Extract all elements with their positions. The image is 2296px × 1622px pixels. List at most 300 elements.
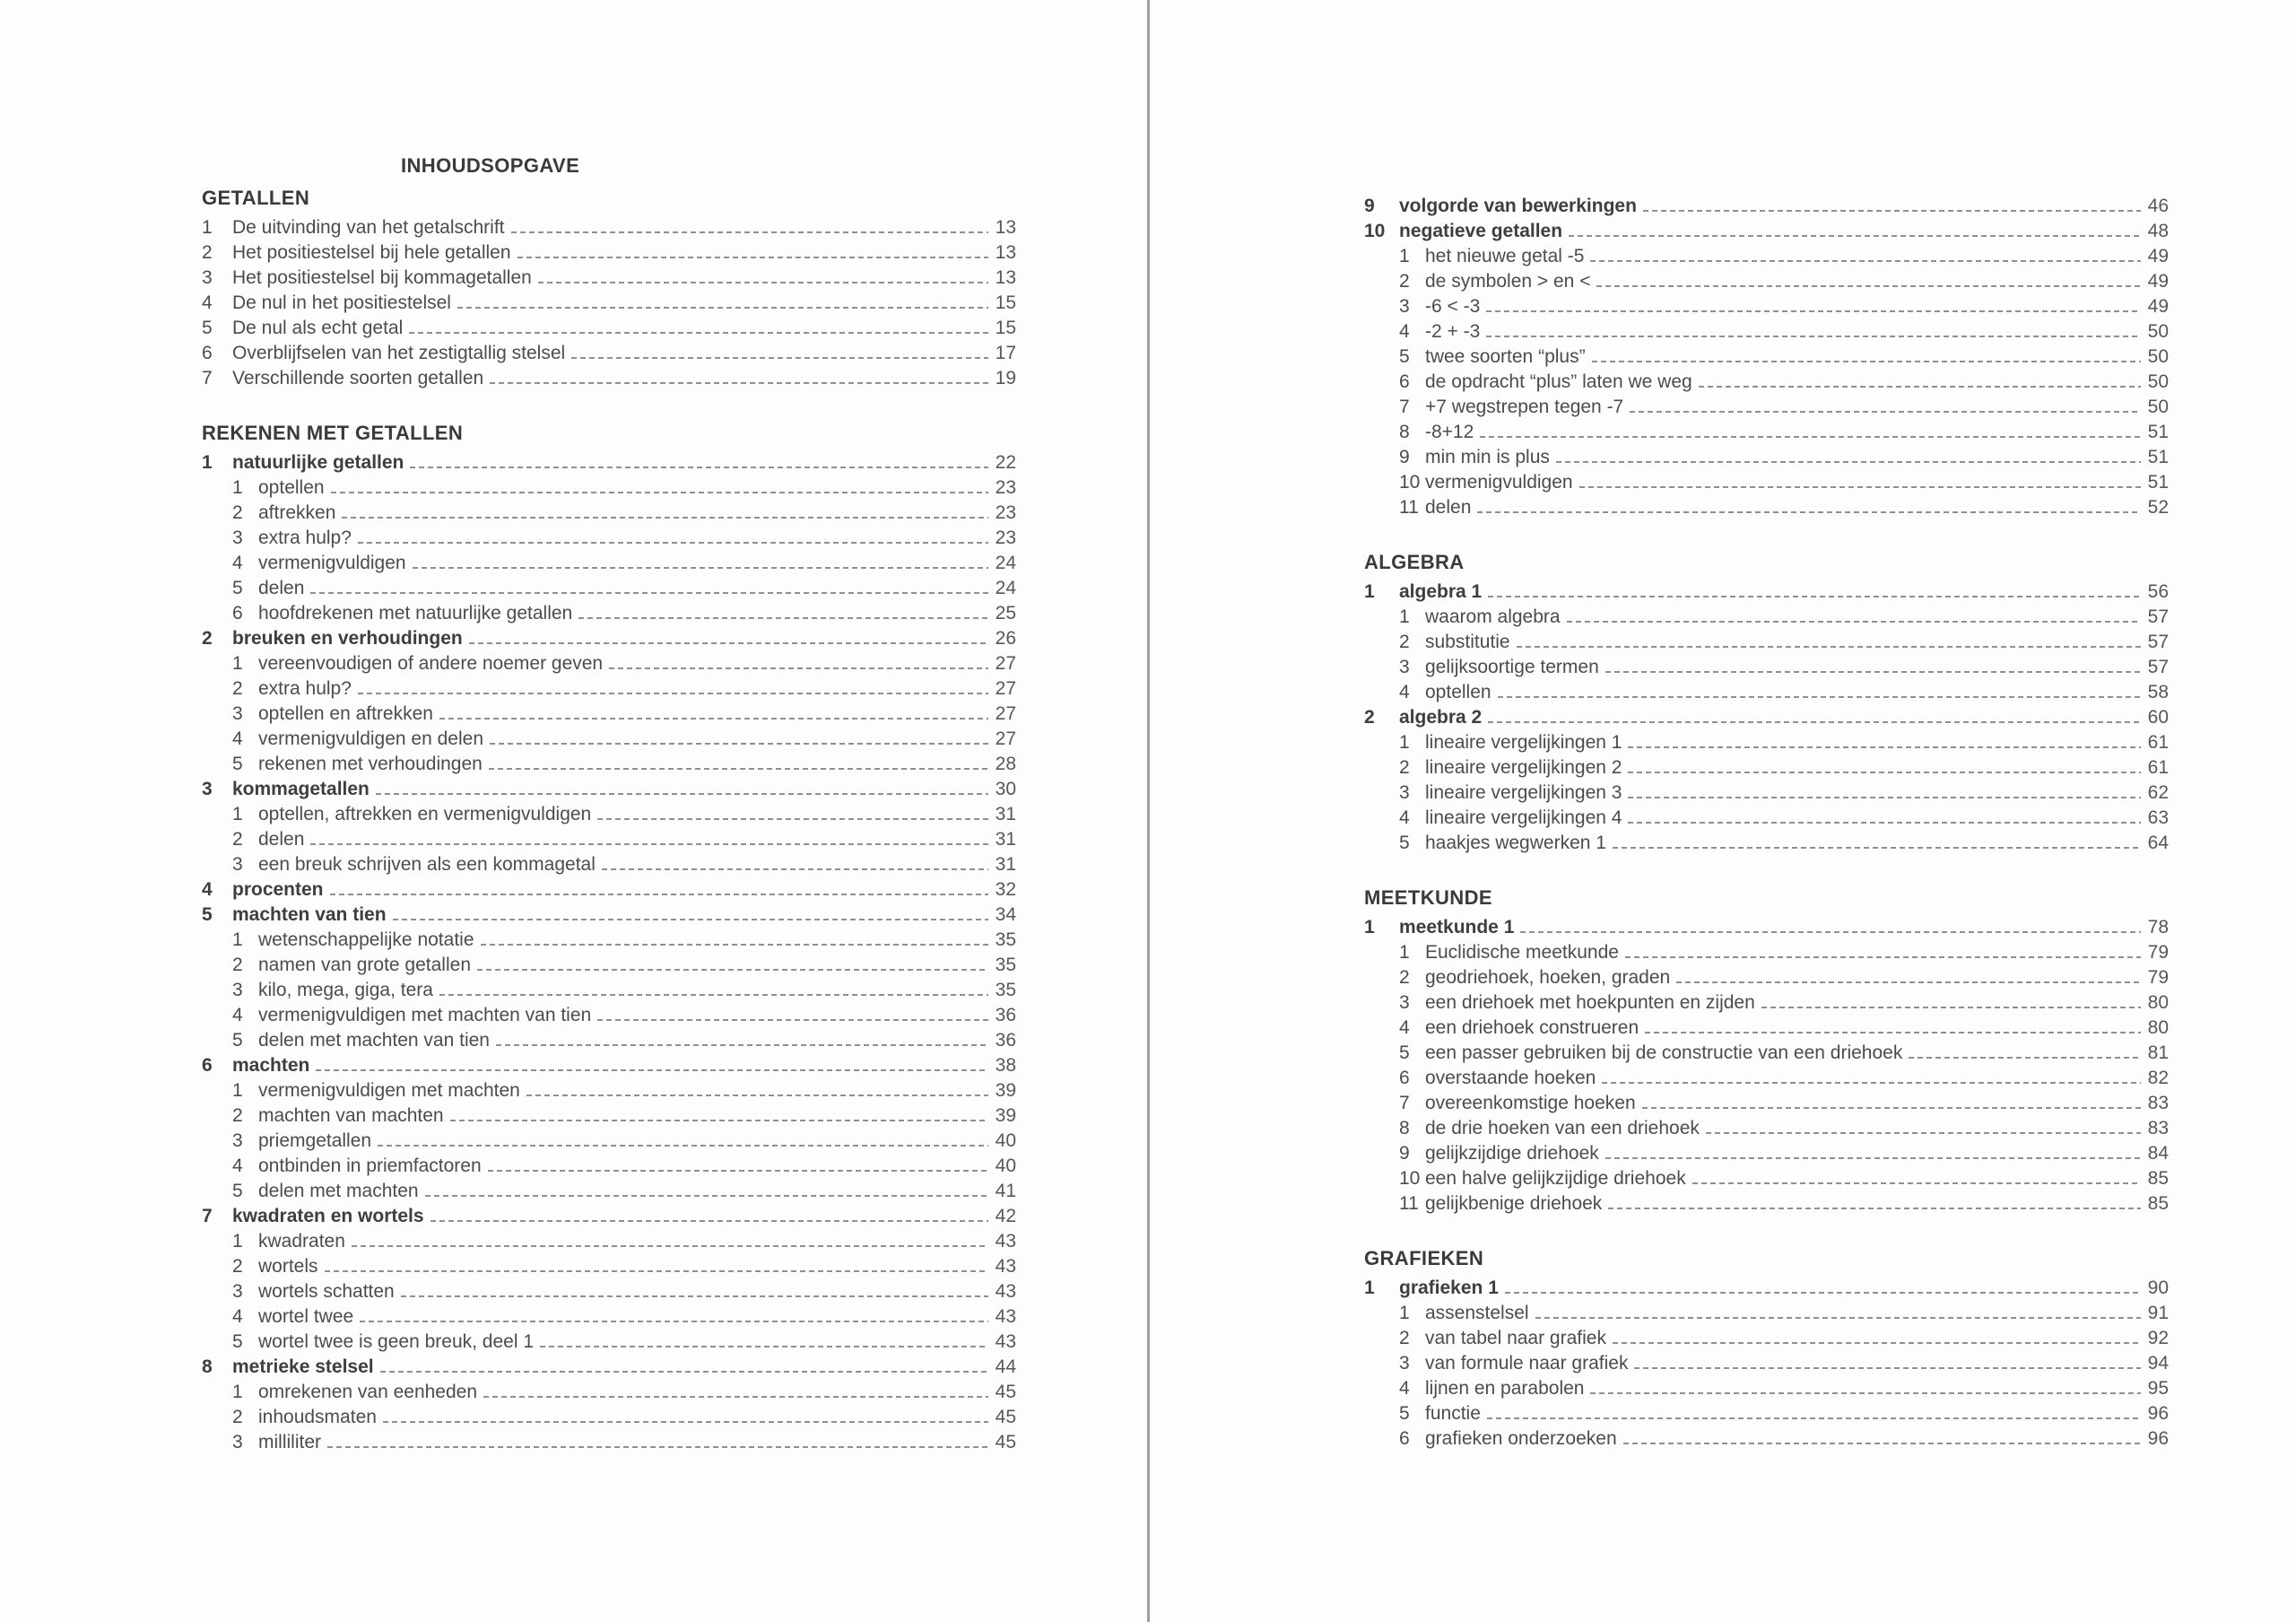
toc-entry <box>202 215 1016 240</box>
entry-label: twee soorten “plus” <box>1425 346 1586 367</box>
dashed-leader <box>477 969 988 971</box>
toc-subentry <box>1364 1326 2169 1351</box>
entry-page-number: 43 <box>995 1306 1016 1327</box>
entry-label: Euclidische meetkunde <box>1425 942 1619 963</box>
entry-page-number: 92 <box>2147 1328 2169 1348</box>
dashed-leader <box>425 1195 988 1197</box>
subentry-number: 8 <box>1399 422 1410 442</box>
entry-label: een breuk schrijven als een kommagetal <box>258 854 596 875</box>
dashed-leader <box>1630 411 2141 413</box>
dashed-leader <box>393 919 988 920</box>
subentry-number: 6 <box>1399 371 1410 392</box>
dashed-leader <box>360 1321 988 1322</box>
toc-subentry <box>202 727 1016 752</box>
entry-label: De nul in het positiestelsel <box>232 292 451 313</box>
dashed-leader <box>571 357 988 359</box>
entry-page-number: 81 <box>2147 1042 2169 1063</box>
entry-page-number: 61 <box>2147 757 2169 778</box>
toc-subentry <box>1364 730 2169 755</box>
subentry-number: 4 <box>1399 1017 1410 1038</box>
entry-number: 6 <box>202 343 213 363</box>
subentry-number: 10 <box>1399 472 1421 493</box>
dashed-leader <box>1488 721 2141 723</box>
toc-entry <box>202 877 1016 903</box>
entry-label: De uitvinding van het getalschrift <box>232 217 505 238</box>
subentry-number: 2 <box>1399 271 1410 292</box>
subentry-number: 4 <box>232 1155 243 1176</box>
entry-page-number: 40 <box>995 1130 1016 1151</box>
toc-subentry <box>202 475 1016 501</box>
entry-page-number: 83 <box>2147 1093 2169 1113</box>
subentry-number: 1 <box>232 477 243 498</box>
entry-page-number: 94 <box>2147 1353 2169 1373</box>
entry-number: 2 <box>202 242 213 263</box>
toc-subentry <box>202 1380 1016 1405</box>
dashed-leader <box>489 768 988 770</box>
dashed-leader <box>490 743 988 745</box>
entry-page-number: 50 <box>2147 397 2169 417</box>
toc-entry <box>202 450 1016 475</box>
entry-page-number: 26 <box>995 628 1016 649</box>
dashed-leader <box>490 382 988 384</box>
subentry-number: 4 <box>232 1306 243 1327</box>
dashed-leader <box>450 1120 988 1121</box>
entry-label: grafieken 1 <box>1399 1278 1499 1298</box>
entry-label: meetkunde 1 <box>1399 917 1515 937</box>
subentry-number: 6 <box>232 603 243 624</box>
entry-label: lineaire vergelijkingen 2 <box>1425 757 1622 778</box>
dashed-leader <box>1628 797 2141 798</box>
subentry-number: 3 <box>1399 296 1410 317</box>
entry-label: overstaande hoeken <box>1425 1068 1596 1088</box>
entry-number: 3 <box>202 267 213 288</box>
entry-label: algebra 2 <box>1399 707 1483 728</box>
subentry-number: 4 <box>232 1005 243 1025</box>
subentry-number: 5 <box>1399 833 1410 853</box>
dashed-leader <box>1498 696 2141 698</box>
entry-page-number: 44 <box>995 1356 1016 1377</box>
entry-label: namen van grote getallen <box>258 955 471 975</box>
entry-page-number: 27 <box>995 703 1016 724</box>
entry-page-number: 15 <box>995 318 1016 338</box>
dashed-leader <box>310 843 988 845</box>
entry-label: negatieve getallen <box>1399 221 1563 241</box>
entry-page-number: 58 <box>2147 682 2169 702</box>
toc-subentry <box>1364 1191 2169 1216</box>
toc-subentry <box>202 702 1016 727</box>
dashed-leader <box>1699 386 2141 388</box>
toc-entry <box>202 1204 1016 1229</box>
entry-label: De nul als echt getal <box>232 318 404 338</box>
entry-page-number: 50 <box>2147 346 2169 367</box>
entry-page-number: 64 <box>2147 833 2169 853</box>
entry-page-number: 39 <box>995 1105 1016 1126</box>
toc-section-meetkunde <box>1364 883 2169 1216</box>
entry-number: 1 <box>1364 1278 1375 1298</box>
entry-number: 5 <box>202 904 213 925</box>
entry-label: volgorde van bewerkingen <box>1399 196 1637 216</box>
toc-subentry <box>202 1229 1016 1254</box>
dashed-leader <box>483 1396 988 1398</box>
toc-subentry <box>202 526 1016 551</box>
subentry-number: 1 <box>232 1080 243 1101</box>
entry-label: aftrekken <box>258 502 336 523</box>
entry-page-number: 31 <box>995 854 1016 875</box>
toc-sections-left <box>202 183 1016 1455</box>
toc-subentry <box>202 551 1016 576</box>
dashed-leader <box>1628 822 2141 824</box>
toc-subentry <box>1364 990 2169 1016</box>
dashed-leader <box>540 1346 988 1347</box>
page-divider <box>1147 0 1150 1622</box>
subentry-number: 5 <box>232 1331 243 1352</box>
toc-subentry <box>202 1304 1016 1330</box>
entry-label: grafieken onderzoeken <box>1425 1428 1617 1449</box>
toc-subentry <box>1364 370 2169 395</box>
dashed-leader <box>1480 436 2141 438</box>
toc-entry <box>202 291 1016 316</box>
entry-label: procenten <box>232 879 324 900</box>
dashed-leader <box>439 718 988 719</box>
dashed-leader <box>1602 1082 2141 1084</box>
entry-label: lijnen en parabolen <box>1425 1378 1585 1399</box>
toc-entry <box>1364 194 2169 219</box>
entry-label: vereenvoudigen of andere noemer geven <box>258 653 604 674</box>
dashed-leader <box>1613 847 2141 849</box>
subentry-number: 1 <box>232 1231 243 1251</box>
entry-label: +7 wegstrepen tegen -7 <box>1425 397 1624 417</box>
entry-label: algebra 1 <box>1399 581 1483 602</box>
entry-label: lineaire vergelijkingen 4 <box>1425 807 1622 828</box>
entry-label: wetenschappelijke notatie <box>258 929 474 950</box>
dashed-leader <box>1517 646 2141 648</box>
subentry-number: 1 <box>1399 732 1410 753</box>
toc-subentry <box>1364 1016 2169 1041</box>
entry-page-number: 61 <box>2147 732 2169 753</box>
subentry-number: 8 <box>1399 1118 1410 1138</box>
entry-label: gelijksoortige termen <box>1425 657 1599 677</box>
entry-label: delen <box>258 829 305 850</box>
toc-page-right <box>1364 194 2169 1452</box>
toc-subentry <box>202 676 1016 702</box>
entry-page-number: 79 <box>2147 967 2169 988</box>
entry-label: delen met machten <box>258 1181 419 1201</box>
dashed-leader <box>1590 260 2141 262</box>
toc-subentry <box>1364 1066 2169 1091</box>
entry-page-number: 57 <box>2147 632 2169 652</box>
subentry-number: 5 <box>232 1030 243 1051</box>
dashed-leader <box>481 944 989 946</box>
entry-label: optellen, aftrekken en vermenigvuldigen <box>258 804 592 824</box>
toc-subentry <box>202 1254 1016 1279</box>
dashed-leader <box>1634 1367 2141 1369</box>
subentry-number: 2 <box>232 829 243 850</box>
entry-number: 5 <box>202 318 213 338</box>
toc-subentry <box>1364 755 2169 780</box>
entry-page-number: 24 <box>995 578 1016 598</box>
subentry-number: 2 <box>232 955 243 975</box>
entry-number: 1 <box>202 217 213 238</box>
entry-label: de symbolen > en < <box>1425 271 1591 292</box>
toc-entry <box>1364 219 2169 244</box>
section-heading: GETALLEN <box>202 187 310 209</box>
subentry-number: 4 <box>1399 807 1410 828</box>
entry-page-number: 27 <box>995 728 1016 749</box>
entry-page-number: 43 <box>995 1281 1016 1302</box>
subentry-number: 2 <box>1399 757 1410 778</box>
entry-label: machten van machten <box>258 1105 444 1126</box>
toc-subentry <box>1364 244 2169 269</box>
toc-subentry <box>1364 420 2169 445</box>
entry-label: rekenen met verhoudingen <box>258 754 483 774</box>
subentry-number: 4 <box>232 728 243 749</box>
toc-entry <box>202 777 1016 802</box>
entry-label: -6 < -3 <box>1425 296 1481 317</box>
subentry-number: 2 <box>232 678 243 699</box>
entry-label: extra hulp? <box>258 528 352 548</box>
entry-page-number: 51 <box>2147 422 2169 442</box>
subentry-number: 4 <box>1399 682 1410 702</box>
toc-subentry <box>1364 495 2169 520</box>
toc-entry <box>202 1053 1016 1078</box>
entry-label: inhoudsmaten <box>258 1407 377 1427</box>
entry-number: 1 <box>1364 581 1375 602</box>
toc-subentry <box>202 1405 1016 1430</box>
dashed-leader <box>538 282 988 283</box>
entry-page-number: 32 <box>995 879 1016 900</box>
entry-label: wortels <box>258 1256 318 1277</box>
dashed-leader <box>469 642 988 644</box>
entry-page-number: 35 <box>995 955 1016 975</box>
dashed-leader <box>331 492 988 493</box>
entry-page-number: 28 <box>995 754 1016 774</box>
dashed-leader <box>1535 1317 2141 1319</box>
entry-number: 4 <box>202 879 213 900</box>
toc-subentry <box>1364 1376 2169 1401</box>
entry-page-number: 23 <box>995 528 1016 548</box>
toc-subentry <box>1364 1351 2169 1376</box>
entry-number: 2 <box>202 628 213 649</box>
subentry-number: 3 <box>232 1432 243 1452</box>
toc-subentry <box>202 1179 1016 1204</box>
entry-page-number: 27 <box>995 678 1016 699</box>
toc-subentry <box>1364 294 2169 319</box>
toc-subentry <box>1364 655 2169 680</box>
entry-label: Het positiestelsel bij hele getallen <box>232 242 511 263</box>
dashed-leader <box>1486 336 2141 337</box>
entry-label: natuurlijke getallen <box>232 452 404 473</box>
entry-page-number: 19 <box>995 368 1016 388</box>
entry-label: milliliter <box>258 1432 321 1452</box>
subentry-number: 5 <box>1399 1403 1410 1424</box>
dashed-leader <box>517 257 988 258</box>
dashed-leader <box>383 1421 988 1423</box>
dashed-leader <box>1605 1157 2141 1159</box>
entry-label: vermenigvuldigen met machten <box>258 1080 520 1101</box>
toc-subentry <box>202 1003 1016 1028</box>
entry-page-number: 41 <box>995 1181 1016 1201</box>
entry-page-number: 13 <box>995 267 1016 288</box>
entry-page-number: 51 <box>2147 472 2169 493</box>
toc-subentry <box>1364 1091 2169 1116</box>
dashed-leader <box>1487 1417 2141 1419</box>
toc-entry <box>202 1355 1016 1380</box>
entry-label: machten van tien <box>232 904 387 925</box>
entry-page-number: 49 <box>2147 271 2169 292</box>
entry-page-number: 31 <box>995 804 1016 824</box>
entry-page-number: 39 <box>995 1080 1016 1101</box>
toc-subentry <box>1364 965 2169 990</box>
entry-page-number: 60 <box>2147 707 2169 728</box>
entry-label: Het positiestelsel bij kommagetallen <box>232 267 532 288</box>
toc-subentry <box>202 1103 1016 1129</box>
subentry-number: 1 <box>1399 1303 1410 1323</box>
entry-label: substitutie <box>1425 632 1510 652</box>
toc-subentry <box>202 852 1016 877</box>
toc-subentry <box>1364 605 2169 630</box>
dashed-leader <box>609 667 988 669</box>
dashed-leader <box>496 1044 988 1046</box>
entry-page-number: 36 <box>995 1005 1016 1025</box>
entry-number: 8 <box>202 1356 213 1377</box>
dashed-leader <box>597 818 988 820</box>
dashed-leader <box>330 894 988 895</box>
dashed-leader <box>1645 1032 2141 1033</box>
subentry-number: 2 <box>232 1407 243 1427</box>
subentry-number: 2 <box>232 502 243 523</box>
dashed-leader <box>1613 1342 2141 1344</box>
toc-subentry <box>1364 269 2169 294</box>
entry-page-number: 31 <box>995 829 1016 850</box>
subentry-number: 3 <box>232 854 243 875</box>
dashed-leader <box>1642 1107 2141 1109</box>
dashed-leader <box>1628 772 2141 773</box>
entry-page-number: 85 <box>2147 1193 2169 1214</box>
dashed-leader <box>409 332 988 334</box>
entry-page-number: 15 <box>995 292 1016 313</box>
entry-label: vermenigvuldigen <box>258 553 406 573</box>
entry-page-number: 13 <box>995 242 1016 263</box>
dashed-leader <box>1605 671 2141 673</box>
toc-subentry <box>202 1078 1016 1103</box>
entry-page-number: 51 <box>2147 447 2169 467</box>
dashed-leader <box>1909 1057 2141 1059</box>
dashed-leader <box>1579 486 2141 488</box>
dashed-leader <box>380 1371 988 1373</box>
dashed-leader <box>457 307 988 309</box>
entry-label: optellen en aftrekken <box>258 703 433 724</box>
entry-page-number: 43 <box>995 1256 1016 1277</box>
entry-label: wortel twee is geen breuk, deel 1 <box>258 1331 535 1352</box>
toc-subentry <box>202 827 1016 852</box>
dashed-leader <box>1596 285 2141 287</box>
toc-section-rekenen-met-getallen <box>202 418 1016 1455</box>
subentry-number: 3 <box>1399 657 1410 677</box>
subentry-number: 3 <box>1399 992 1410 1013</box>
entry-label: kwadraten en wortels <box>232 1206 424 1226</box>
dashed-leader <box>1676 981 2141 983</box>
entry-page-number: 22 <box>995 452 1016 473</box>
subentry-number: 5 <box>232 578 243 598</box>
subentry-number: 1 <box>1399 606 1410 627</box>
section-heading: MEETKUNDE <box>1364 886 1492 909</box>
entry-page-number: 45 <box>995 1407 1016 1427</box>
entry-page-number: 43 <box>995 1331 1016 1352</box>
entry-number: 1 <box>1364 917 1375 937</box>
subentry-number: 5 <box>1399 346 1410 367</box>
dashed-leader <box>376 793 988 795</box>
entry-page-number: 57 <box>2147 657 2169 677</box>
entry-label: een driehoek met hoekpunten en zijden <box>1425 992 1755 1013</box>
toc-subentry <box>202 1154 1016 1179</box>
entry-page-number: 78 <box>2147 917 2169 937</box>
entry-label: van tabel naar grafiek <box>1425 1328 1606 1348</box>
subentry-number: 3 <box>232 703 243 724</box>
entry-label: overeenkomstige hoeken <box>1425 1093 1636 1113</box>
dashed-leader <box>1556 461 2141 463</box>
toc-subentry <box>202 953 1016 978</box>
entry-label: kommagetallen <box>232 779 370 799</box>
entry-label: wortel twee <box>258 1306 354 1327</box>
entry-label: priemgetallen <box>258 1130 372 1151</box>
entry-label: vermenigvuldigen en delen <box>258 728 484 749</box>
dashed-leader <box>1608 1208 2141 1209</box>
toc-subentry <box>1364 806 2169 831</box>
subentry-number: 5 <box>1399 1042 1410 1063</box>
subentry-number: 4 <box>1399 1378 1410 1399</box>
entry-label: optellen <box>258 477 325 498</box>
subentry-number: 2 <box>232 1105 243 1126</box>
subentry-number: 1 <box>232 1382 243 1402</box>
entry-number: 7 <box>202 368 213 388</box>
entry-label: omrekenen van eenheden <box>258 1382 478 1402</box>
toc-subentry <box>1364 344 2169 370</box>
section-heading: GRAFIEKEN <box>1364 1247 1484 1269</box>
entry-page-number: 24 <box>995 553 1016 573</box>
entry-number: 7 <box>202 1206 213 1226</box>
entry-page-number: 83 <box>2147 1118 2169 1138</box>
page-title: INHOUDSOPGAVE <box>401 154 580 177</box>
dashed-leader <box>578 617 988 619</box>
dashed-leader <box>413 567 988 569</box>
dashed-leader <box>1569 235 2141 237</box>
dashed-leader <box>358 693 988 694</box>
entry-page-number: 30 <box>995 779 1016 799</box>
entry-page-number: 46 <box>2147 196 2169 216</box>
section-heading: ALGEBRA <box>1364 551 1465 573</box>
subentry-number: 3 <box>232 980 243 1000</box>
dashed-leader <box>342 517 988 519</box>
dashed-leader <box>1623 1443 2141 1444</box>
entry-page-number: 90 <box>2147 1278 2169 1298</box>
subentry-number: 2 <box>1399 967 1410 988</box>
entry-label: kwadraten <box>258 1231 345 1251</box>
entry-label: vermenigvuldigen <box>1425 472 1573 493</box>
toc-subentry <box>202 802 1016 827</box>
entry-label: het nieuwe getal -5 <box>1425 246 1585 266</box>
toc-entry <box>1364 1276 2169 1301</box>
toc-subentry <box>202 1430 1016 1455</box>
subentry-number: 7 <box>1399 397 1410 417</box>
subentry-number: 10 <box>1399 1168 1421 1189</box>
dashed-leader <box>1643 210 2141 212</box>
entry-page-number: 48 <box>2147 221 2169 241</box>
entry-page-number: 56 <box>2147 581 2169 602</box>
subentry-number: 2 <box>232 1256 243 1277</box>
toc-subentry <box>202 601 1016 626</box>
entry-page-number: 95 <box>2147 1378 2169 1399</box>
subentry-number: 1 <box>232 804 243 824</box>
